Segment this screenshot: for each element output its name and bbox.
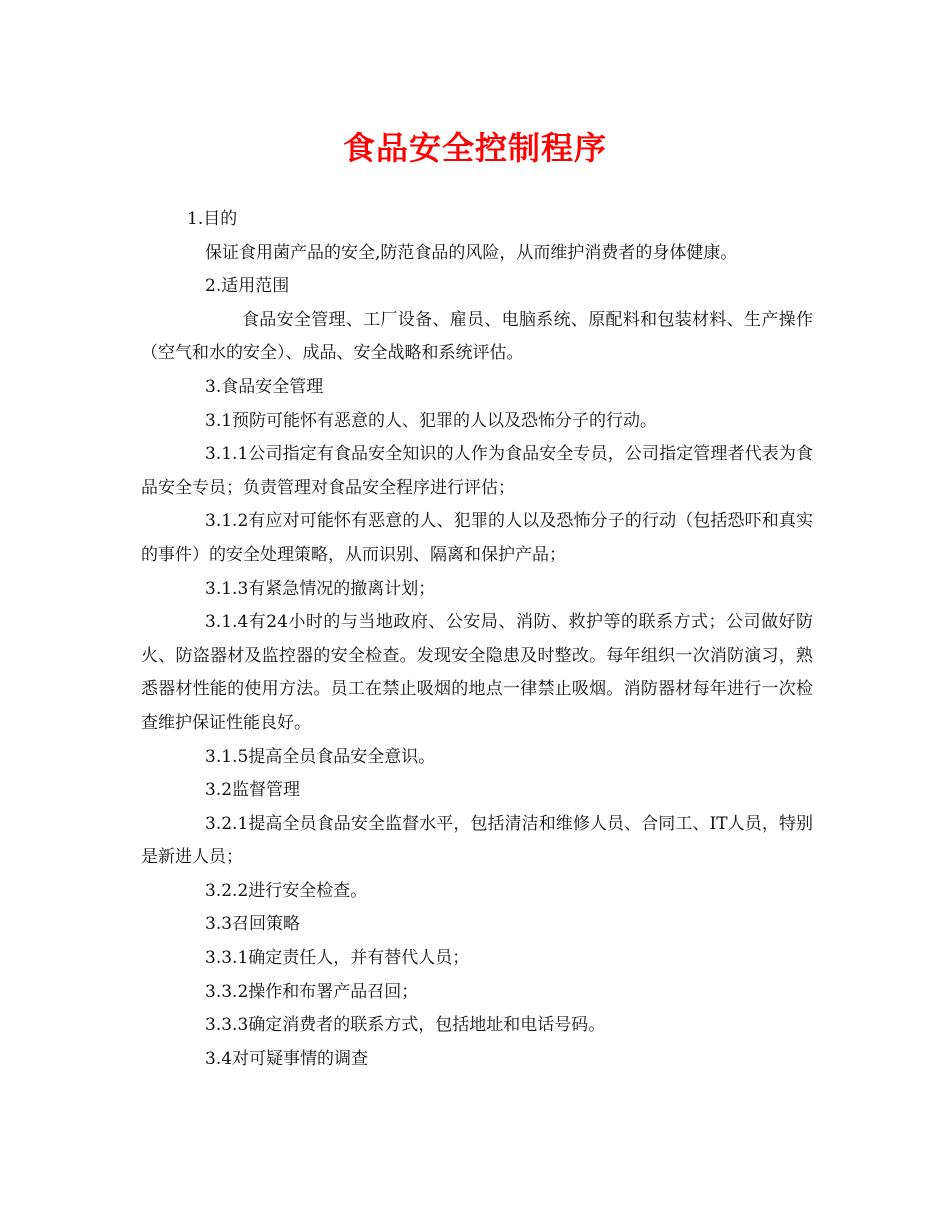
document-body bbox=[141, 203, 813, 1076]
paragraph: 3.3.3确定消费者的联系方式，包括地址和电话号码。 bbox=[205, 1015, 606, 1036]
document-title: 食品安全控制程序 bbox=[342, 129, 607, 167]
paragraph: 3.1预防可能怀有恶意的人、犯罪的人以及恐怖分子的行动。 bbox=[205, 410, 658, 431]
paragraph: 3.4对可疑事情的调查 bbox=[205, 1048, 369, 1069]
paragraph: 3.2监督管理 bbox=[205, 780, 301, 801]
paragraph: 3.2.1提高全员食品安全监督水平，包括清洁和维修人员、合同工、IT人员，特别是新进人员； bbox=[141, 813, 813, 868]
paragraph: 3.1.3有紧急情况的撤离计划； bbox=[205, 578, 436, 599]
paragraph: 3.3召回策略 bbox=[205, 914, 301, 935]
paragraph: 3.3.1确定责任人，并有替代人员； bbox=[205, 948, 470, 969]
paragraph: 3.2.2进行安全检查。 bbox=[205, 880, 368, 901]
paragraph: 保证食用菌产品的安全,防范食品的风险，从而维护消费者的身体健康。 bbox=[205, 242, 738, 263]
paragraph: 3.3.2操作和布署产品召回； bbox=[205, 981, 419, 1002]
paragraph: 3.1.5提高全员食品安全意识。 bbox=[205, 746, 436, 767]
paragraph: 3.1.2有应对可能怀有恶意的人、犯罪的人以及恐怖分子的行动（包括恐吓和真实的事件）的安全处理策略，从而识别、隔离和保护产品； bbox=[141, 511, 813, 565]
paragraph: 3.1.1公司指定有食品安全知识的人作为食品安全专员，公司指定管理者代表为食品安全专员；负责管理对食品安全程序进行评估； bbox=[141, 444, 813, 498]
paragraph: 3.1.4有24小时的与当地政府、公安局、消防、救护等的联系方式；公司做好防火、防盗器材及监控器的安全检查。发现安全隐患及时整改。每年组织一次消防演习，熟悉器材性能的使用方法。员工在禁止吸烟的地点一律禁止吸烟。消防器材每年进行一次检查维护保证性能良好。 bbox=[141, 612, 813, 733]
paragraph: 食品安全管理、工厂设备、雇员、电脑系统、原配料和包装材料、生产操作（空气和水的安全）、成品、安全战略和系统评估。 bbox=[141, 309, 813, 364]
paragraph: 2.适用范围 bbox=[205, 276, 290, 297]
paragraph: 1.目的 bbox=[187, 209, 238, 229]
paragraph: 3.食品安全管理 bbox=[205, 376, 324, 397]
